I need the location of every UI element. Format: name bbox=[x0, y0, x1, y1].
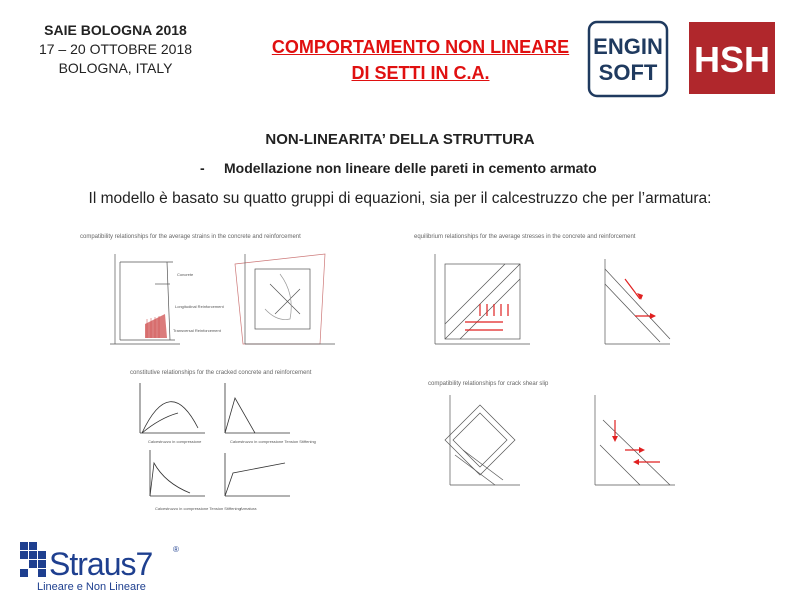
enginsoft-logo-line1: ENGIN bbox=[593, 34, 663, 59]
event-name: SAIE BOLOGNA 2018 bbox=[44, 22, 187, 38]
enginsoft-logo bbox=[587, 20, 669, 98]
section-title: NON-LINEARITA’ DELLA STRUTTURA bbox=[265, 131, 535, 148]
event-info bbox=[8, 22, 223, 79]
intro-text: Il modello è basato su quatto gruppi di equazioni, sia per il calcestruzzo che per l’armatura: bbox=[88, 190, 712, 207]
main-title-line2: DI SETTI IN C.A. bbox=[351, 63, 490, 83]
cls-traz-label: Calcestruzzo in compressione Tension Stiffening bbox=[230, 439, 316, 444]
trans-reinf-label: Transversal Reinforcement bbox=[173, 328, 221, 333]
straus7-name: Straus7 bbox=[49, 546, 153, 582]
armatura-label: Armatura bbox=[240, 506, 257, 511]
constitutive-diagram bbox=[130, 378, 316, 523]
subtitle bbox=[200, 160, 597, 176]
crack-slip-diagram bbox=[425, 390, 690, 495]
constitutive-caption: constitutive relationships for the cracked concrete and reinforcement bbox=[130, 370, 312, 376]
main-title-line1: COMPORTAMENTO NON LINEARE bbox=[271, 37, 570, 57]
straus7-tagline: Lineare e Non Lineare bbox=[37, 581, 146, 593]
straus7-logo bbox=[15, 540, 195, 595]
hsh-logo bbox=[689, 22, 775, 94]
long-reinf-label: Longitudinal Reinforcement bbox=[175, 304, 224, 309]
enginsoft-logo-line2: SOFT bbox=[598, 60, 658, 85]
straus7-reg: ® bbox=[173, 545, 179, 554]
hsh-logo-text: HSH bbox=[693, 39, 771, 80]
cls-traz2-label: Calcestruzzo in compressione Tension Stiffening bbox=[155, 506, 241, 511]
compat-caption: compatibility relationships for the average strains in the concrete and reinforcement bbox=[80, 234, 301, 240]
cls-compr-label: Calcestruzzo in compressione bbox=[148, 439, 202, 444]
event-place: BOLOGNA, ITALY bbox=[58, 60, 173, 76]
equilibrium-caption: equilibrium relationships for the average stresses in the concrete and reinforcement bbox=[414, 234, 636, 240]
crack-slip-caption: compatibility relationships for crack shear slip bbox=[428, 381, 549, 387]
subtitle-dash: - bbox=[200, 160, 205, 176]
equilibrium-diagram bbox=[425, 244, 685, 359]
subtitle-text: Modellazione non lineare delle pareti in cemento armato bbox=[224, 160, 597, 176]
concrete-label: Concrete bbox=[177, 272, 194, 277]
compatibility-diagram bbox=[95, 244, 345, 359]
event-dates: 17 – 20 OTTOBRE 2018 bbox=[38, 41, 193, 57]
main-title bbox=[248, 34, 593, 86]
